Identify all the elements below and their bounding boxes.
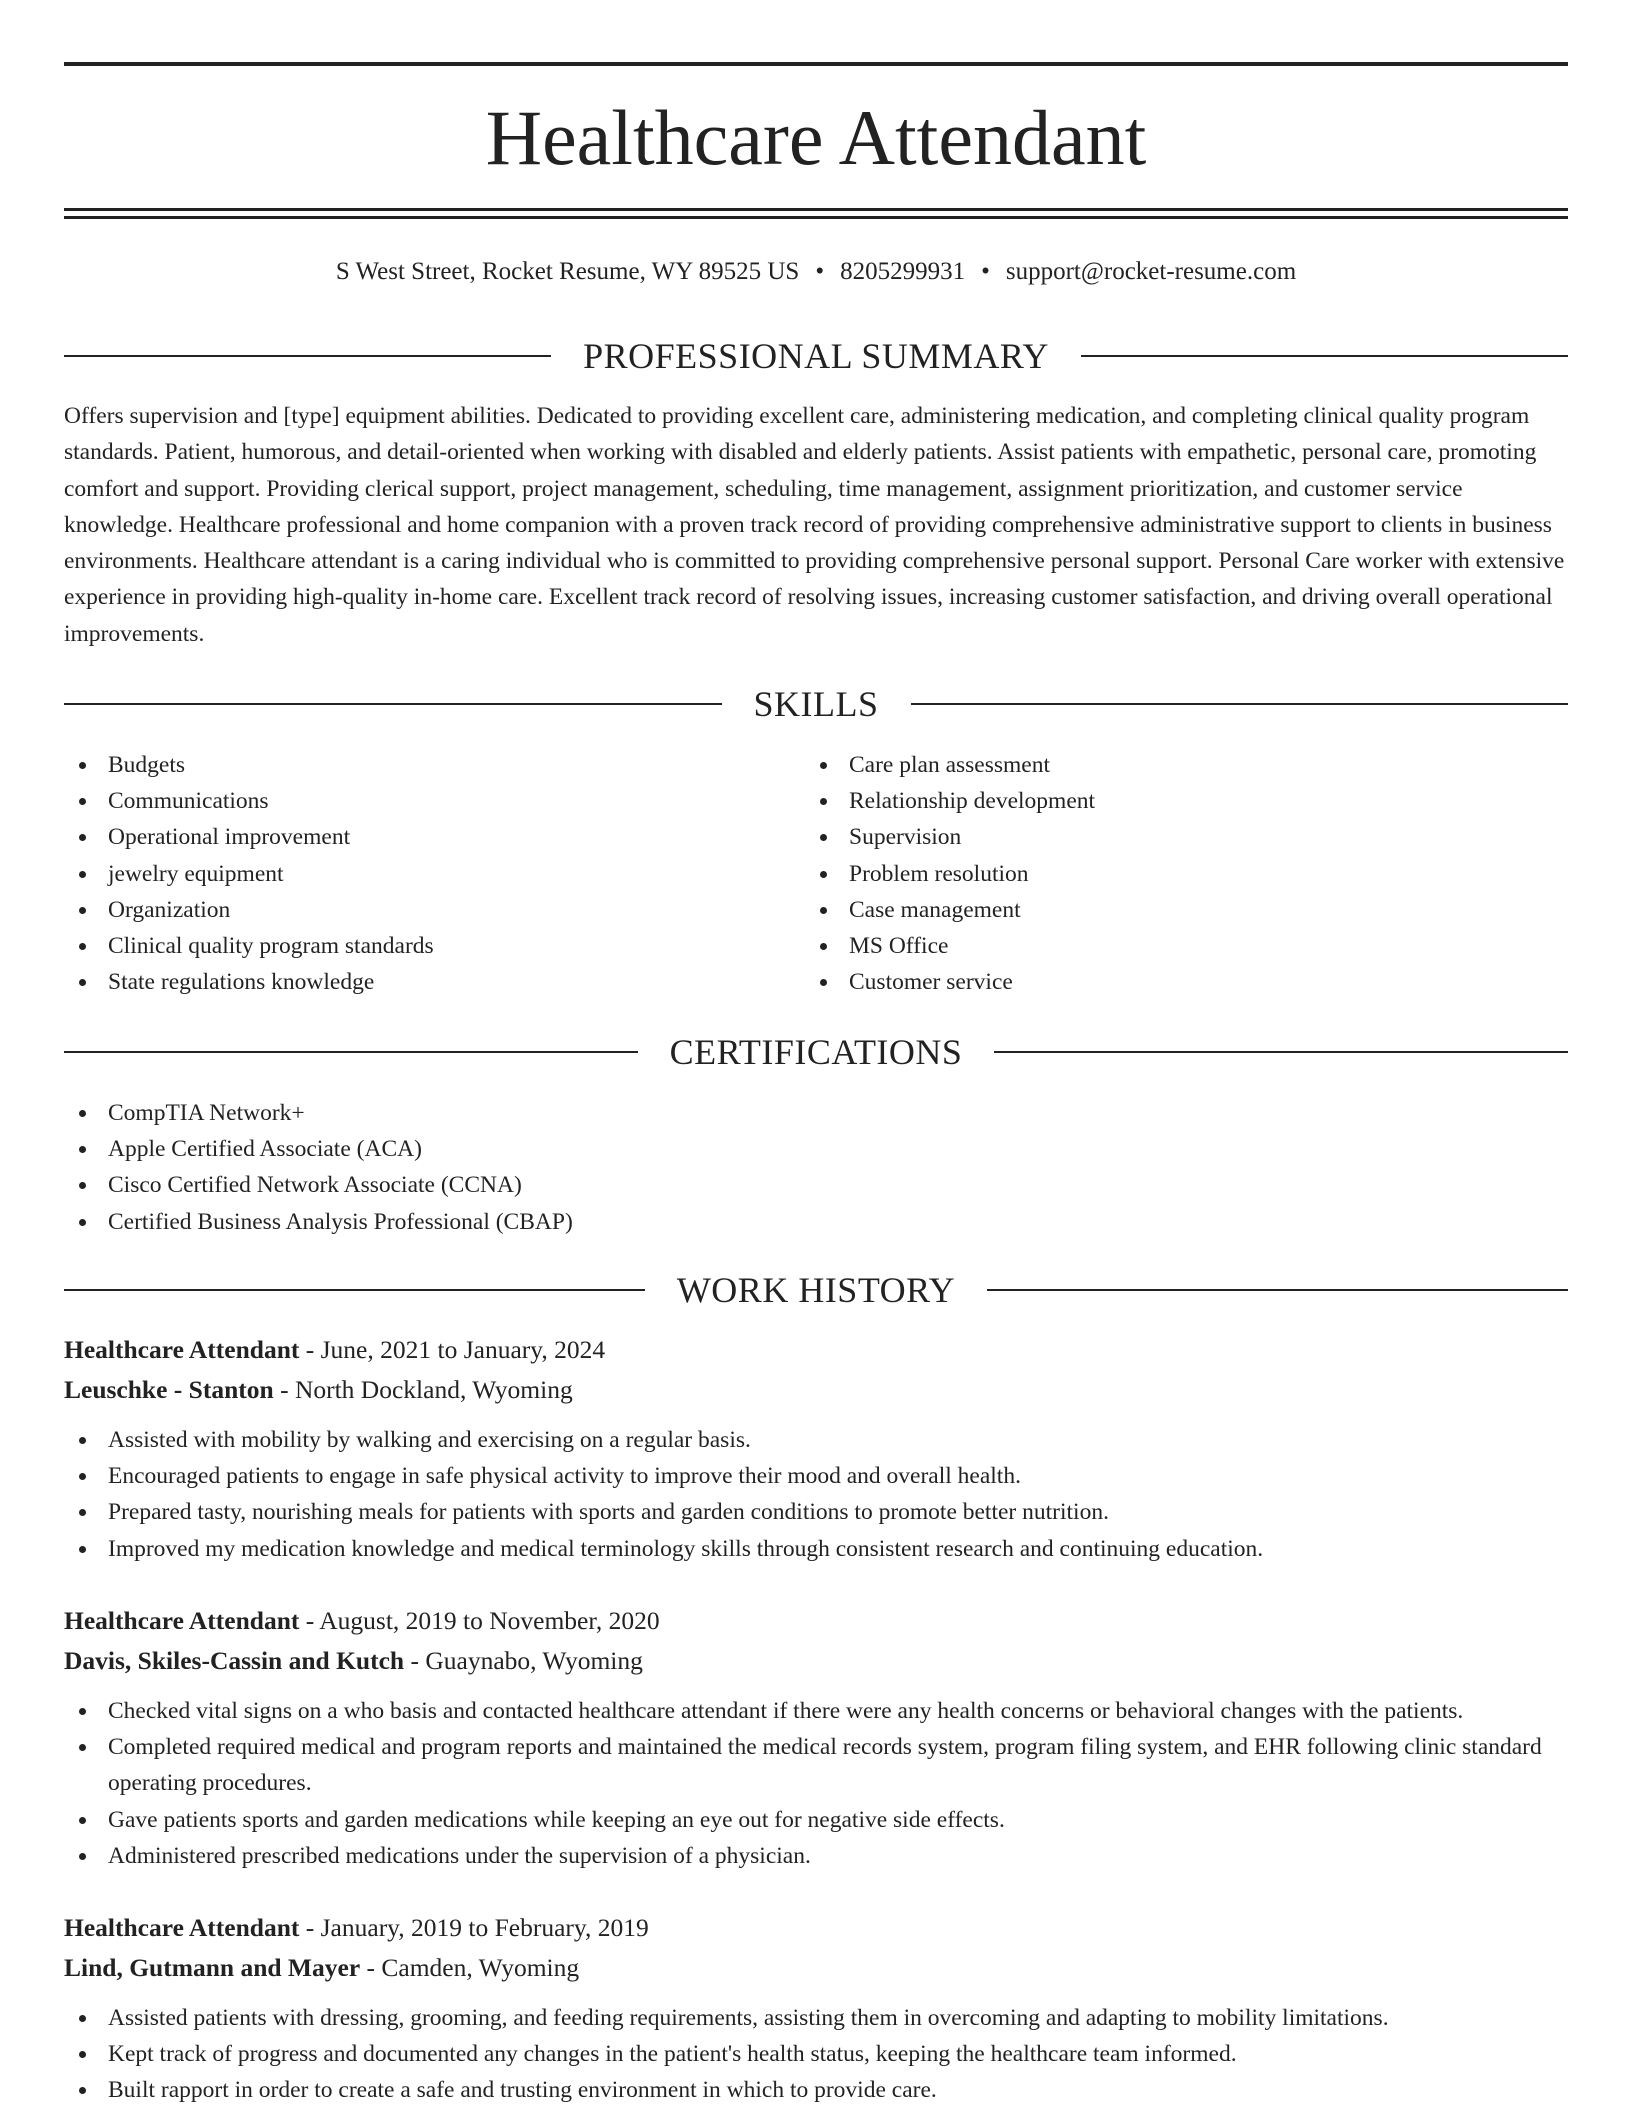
job-dates: - January, 2019 to February, 2019 xyxy=(299,1913,649,1942)
list-item: Budgets xyxy=(64,747,764,783)
header-rule-lower xyxy=(64,216,1568,219)
list-item: MS Office xyxy=(805,928,1505,964)
list-item: Supervision xyxy=(805,819,1505,855)
job-title-line xyxy=(64,1330,1568,1370)
list-item: Relationship development xyxy=(805,783,1505,819)
resume-name: Healthcare Attendant xyxy=(485,94,1147,181)
job-duties-list xyxy=(64,1693,1568,1874)
list-item: jewelry equipment xyxy=(64,856,764,892)
skills-list-left xyxy=(64,747,764,1000)
list-item: Assisted patients with dressing, grooming, and feeding requirements, assisting them in overcoming and adapting to mobility limitations. xyxy=(64,2000,1568,2036)
job-title: Healthcare Attendant xyxy=(64,1606,300,1635)
list-item: Administered prescribed medications under the supervision of a physician. xyxy=(64,1838,1568,1874)
list-item: Clinical quality program standards xyxy=(64,928,764,964)
list-item: Completed required medical and program reports and maintained the medical records system, program filing system, and EHR following clinic standard operating procedures. xyxy=(64,1729,1568,1801)
list-item: Certified Business Analysis Professional (CBAP) xyxy=(64,1204,1464,1240)
job-location: - Camden, Wyoming xyxy=(360,1953,580,1982)
contact-separator: • xyxy=(815,258,825,285)
divider xyxy=(64,1289,645,1291)
job-dates: - June, 2021 to January, 2024 xyxy=(299,1335,606,1364)
job-location: - Guaynabo, Wyoming xyxy=(404,1646,643,1675)
list-item: Communications xyxy=(64,783,764,819)
divider xyxy=(64,1051,638,1053)
job-location: - North Dockland, Wyoming xyxy=(273,1375,573,1404)
list-item: Built rapport in order to create a safe and trusting environment in which to provide care. xyxy=(64,2072,1568,2108)
job-title-line xyxy=(64,1908,1568,1948)
list-item: Assisted with mobility by walking and exercising on a regular basis. xyxy=(64,1422,1568,1458)
divider xyxy=(911,703,1569,705)
job-title: Healthcare Attendant xyxy=(64,1913,300,1942)
divider xyxy=(64,703,722,705)
section-header-work-history xyxy=(64,1268,1568,1312)
job-dates: - August, 2019 to November, 2020 xyxy=(299,1606,660,1635)
list-item: Customer service xyxy=(805,964,1505,1000)
section-title: SKILLS xyxy=(753,684,879,724)
divider xyxy=(994,1051,1568,1053)
divider xyxy=(1081,355,1568,357)
job-company-line xyxy=(64,1948,1568,1988)
job-entry xyxy=(64,1601,1568,1874)
job-entry xyxy=(64,1330,1568,1567)
job-company: Lind, Gutmann and Mayer xyxy=(64,1953,361,1982)
section-title: CERTIFICATIONS xyxy=(669,1032,963,1072)
job-duties-list xyxy=(64,2000,1568,2109)
job-company-line xyxy=(64,1641,1568,1681)
skills-list-right xyxy=(805,747,1505,1000)
job-duties-list xyxy=(64,1422,1568,1567)
list-item: Cisco Certified Network Associate (CCNA) xyxy=(64,1167,1464,1203)
list-item: Improved my medication knowledge and medical terminology skills through consistent research and continuing education. xyxy=(64,1531,1568,1567)
contact-email: support@rocket-resume.com xyxy=(1005,258,1297,285)
contact-line xyxy=(64,254,1568,290)
section-header-skills xyxy=(64,682,1568,726)
job-title: Healthcare Attendant xyxy=(64,1335,300,1364)
divider xyxy=(64,355,551,357)
list-item: Problem resolution xyxy=(805,856,1505,892)
list-item: Care plan assessment xyxy=(805,747,1505,783)
list-item: Encouraged patients to engage in safe physical activity to improve their mood and overall health. xyxy=(64,1458,1568,1494)
list-item: Prepared tasty, nourishing meals for patients with sports and garden conditions to promote better nutrition. xyxy=(64,1494,1568,1530)
list-item: State regulations knowledge xyxy=(64,964,764,1000)
job-company-line xyxy=(64,1370,1568,1410)
section-header-summary xyxy=(64,334,1568,378)
section-title: PROFESSIONAL SUMMARY xyxy=(583,336,1049,376)
certifications-list xyxy=(64,1095,1464,1240)
job-entry xyxy=(64,1908,1568,2109)
job-company: Leuschke - Stanton xyxy=(64,1375,274,1404)
list-item: CompTIA Network+ xyxy=(64,1095,1464,1131)
summary-text: Offers supervision and [type] equipment abilities. Dedicated to providing excellent care, administering medication, and completing clinical quality program standards. Patient, humorous, and detail-oriented when working with disabled and elderly patients. Assist patients with empathetic, personal care, promoting comfort and support. Providing clerical support, project management, scheduling, time management, assignment prioritization, and customer service knowledge. Healthcare professional and home companion with a proven track record of providing comprehensive administrative support to clients in business environments. Healthcare attendant is a caring individual who is committed to providing comprehensive personal support. Personal Care worker with extensive experience in providing high-quality in-home care. Excellent track record of resolving issues, increasing customer satisfaction, and driving overall operational improvements. xyxy=(64,403,1565,647)
job-title-line xyxy=(64,1601,1568,1641)
list-item: Case management xyxy=(805,892,1505,928)
list-item: Apple Certified Associate (ACA) xyxy=(64,1131,1464,1167)
contact-phone: 8205299931 xyxy=(840,258,966,285)
contact-address: S West Street, Rocket Resume, WY 89525 US xyxy=(335,258,800,285)
section-title: WORK HISTORY xyxy=(676,1270,956,1310)
header-rule-upper xyxy=(64,208,1568,211)
list-item: Checked vital signs on a who basis and contacted healthcare attendant if there were any health concerns or behavioral changes with the patients. xyxy=(64,1693,1568,1729)
list-item: Organization xyxy=(64,892,764,928)
list-item: Kept track of progress and documented any changes in the patient's health status, keeping the healthcare team informed. xyxy=(64,2036,1568,2072)
contact-separator: • xyxy=(981,258,990,285)
job-company: Davis, Skiles-Cassin and Kutch xyxy=(64,1646,405,1675)
list-item: Operational improvement xyxy=(64,819,764,855)
divider xyxy=(987,1289,1568,1291)
list-item: Gave patients sports and garden medications while keeping an eye out for negative side effects. xyxy=(64,1802,1568,1838)
top-rule xyxy=(64,62,1568,66)
section-header-certifications xyxy=(64,1030,1568,1074)
